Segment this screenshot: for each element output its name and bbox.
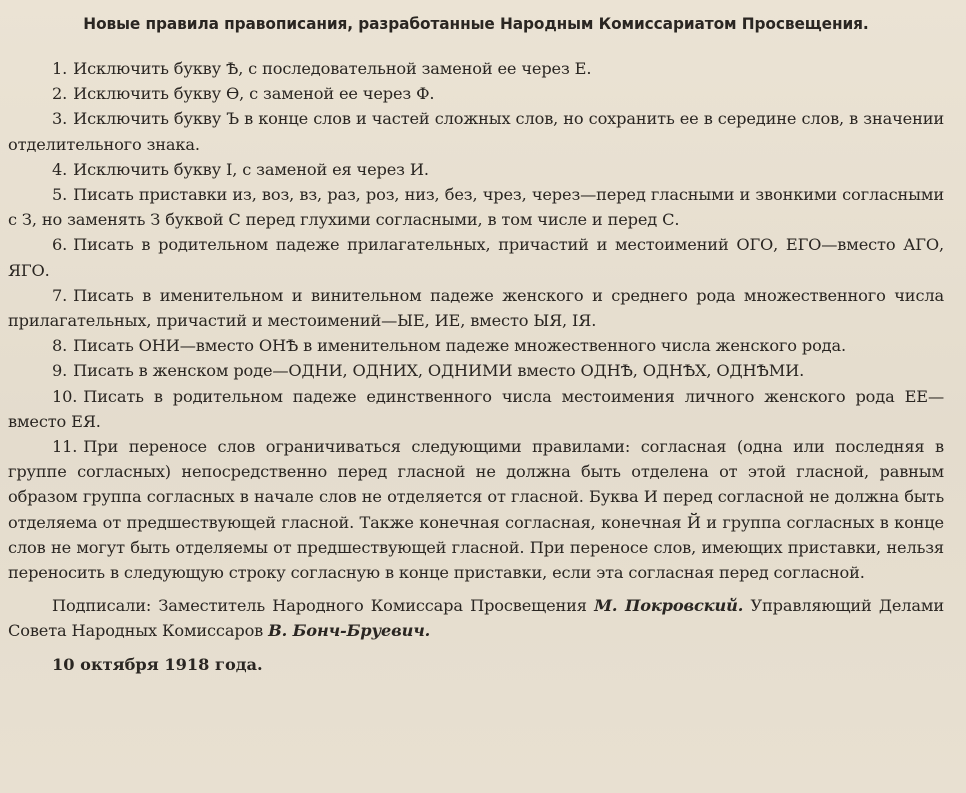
rule-text: Писать в родительном падеже прилагательных, причастий и местоимений ОГО, ЕГО—вместо АГО, ЯГО. (8, 235, 944, 280)
rule-number: 9. (52, 361, 68, 381)
rules-list (8, 56, 944, 585)
signature-lead: Подписали: Заместитель Народного Комиссара Просвещения (52, 596, 587, 616)
rule-text: Писать ОНИ—вместо ОНѢ в именительном падеже множественного числа женского рода. (73, 336, 846, 356)
rule-6 (8, 232, 944, 282)
rule-2 (8, 81, 944, 106)
rule-text: Исключить букву Ъ в конце слов и частей сложных слов, но сохранить ее в середине слов, в значении отделительного знака. (8, 109, 944, 154)
rule-number: 1. (52, 59, 68, 78)
rule-text: Исключить букву Ѣ, с последовательной заменой ее через Е. (73, 59, 592, 78)
rule-number: 7. (52, 285, 68, 305)
rule-1 (8, 56, 944, 81)
rule-text: Исключить букву І, с заменой ея через И. (73, 159, 429, 179)
rule-number: 8. (52, 336, 68, 356)
document-title: Новые правила правописания, разработанные Народным Комиссариатом Просвещения. (83, 15, 869, 33)
rule-8 (8, 333, 944, 358)
rule-text: Писать в именительном и винительном падеже женского и среднего рода множественного числа прилагательных, причастий и местоимений—ЫЕ, ИЕ, вместо ЫЯ, ІЯ. (8, 285, 944, 331)
rule-5 (8, 182, 944, 232)
document-date: 10 октября 1918 года. (52, 654, 263, 674)
rule-7 (8, 283, 944, 333)
rule-number: 3. (52, 109, 68, 129)
rule-number: 10. (52, 386, 78, 406)
rule-text: Писать в женском роде—ОДНИ, ОДНИХ, ОДНИМИ вместо ОДНѢ, ОДНѢХ, ОДНѢМИ. (73, 361, 805, 381)
rule-11 (8, 434, 944, 585)
rule-text: Писать приставки из, воз, вз, раз, роз, низ, без, чрез, через—перед гласными и звонкими согласными с З, но заменять З буквой С перед глухими согласными, в том числе и перед С. (8, 185, 944, 230)
rule-3 (8, 106, 944, 156)
signature-name-pokrovsky: М. Покровский. (594, 596, 744, 616)
rule-9 (8, 358, 944, 383)
rule-4 (8, 157, 944, 182)
signatures (8, 593, 944, 643)
rule-number: 11. (52, 437, 78, 457)
rule-number: 2. (52, 84, 68, 104)
signature-middle: Управляющий Делами Совета Народных Комиссаров (8, 596, 944, 641)
rule-number: 5. (52, 185, 68, 205)
rule-text: Исключить букву Ѳ, с заменой ее через Ф. (73, 84, 435, 104)
rule-number: 4. (52, 159, 68, 179)
rule-text: При переносе слов ограничиваться следующими правилами: согласная (одна или последняя в группе согласных) непосредственно перед гласной не должна быть отделена от этой гласной, равным образом группа согласных в начале слов не отделяется от гласной. Буква И перед согласной не должна быть отделяема от предшествующей гласной. Также конечная согласная, конечная Й и группа согласных в конце слов не могут быть отделяемы от предшествующей гласной. При переносе слов, имеющих приставки, нельзя переносить в следующую строку согласную в конце приставки, если эта согласная перед согласной. (8, 437, 944, 583)
rule-10 (8, 384, 944, 434)
rule-text: Писать в родительном падеже единственного числа местоимения личного женского рода ЕЕ—вместо ЕЯ. (8, 386, 944, 431)
signature-name-bonch-bruevich: В. Бонч-Бруевич. (268, 621, 431, 641)
rule-number: 6. (52, 235, 68, 255)
